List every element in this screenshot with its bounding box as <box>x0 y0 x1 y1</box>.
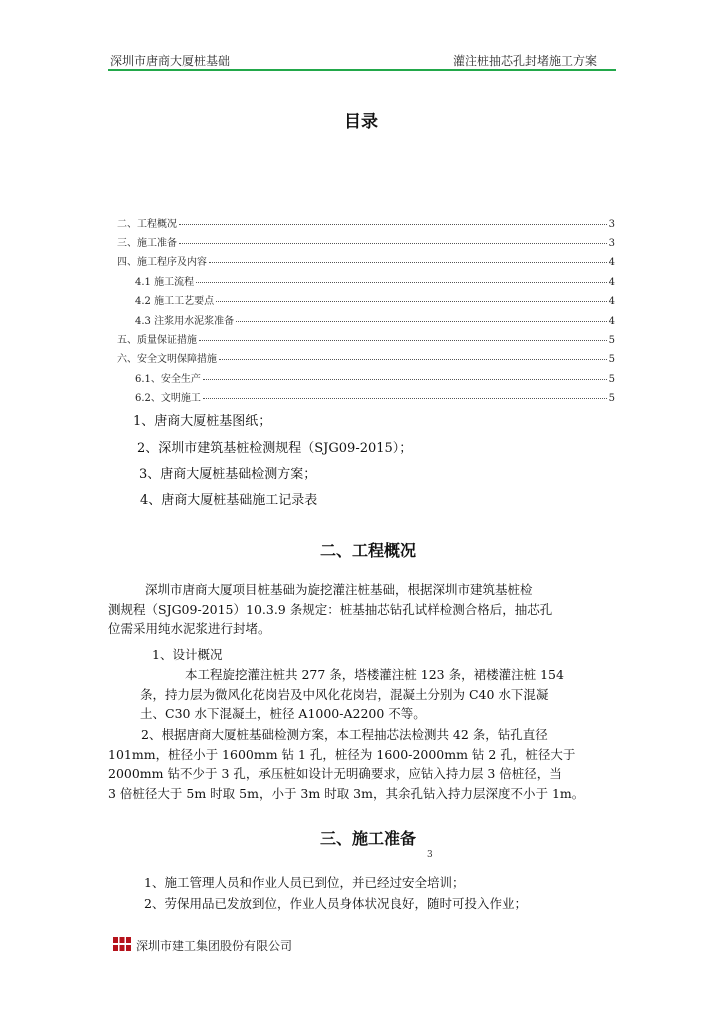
paragraph: 深圳市唐商大厦项目桩基础为旋挖灌注桩基础，根据深圳市建筑基桩检 测规程（SJG09-2015）10.3.9 条规定：桩基抽芯钻孔试样检测合格后，抽芯孔 位需采用纯水泥浆进行封堵。 <box>108 582 553 636</box>
reference-item: 1、唐商大厦桩基图纸； <box>133 414 272 429</box>
header-right-title: 灌注桩抽芯孔封堵施工方案 <box>453 54 598 68</box>
toc-item[interactable]: 五、质量保证措施 5 <box>117 335 615 346</box>
reference-item: 2、深圳市建筑基桩检测规程（SJG09-2015）； <box>137 441 413 456</box>
company-logo-icon <box>112 936 132 952</box>
toc-item[interactable]: 4.1 施工流程 4 <box>135 277 615 288</box>
section-title: 三、施工准备 <box>320 829 417 848</box>
toc-title: 目录 <box>344 112 378 132</box>
toc-item[interactable]: 六、安全文明保障措施 5 <box>117 354 615 365</box>
page-number: 3 <box>427 850 433 860</box>
paragraph: 2、根据唐商大厦桩基础检测方案，本工程抽芯法检测共 42 条，钻孔直径 101mm，桩径小于 1600mm 钻 1 孔，桩径为 1600-2000mm 钻 2 孔，桩径大于 2000mm 钻不少于 3 孔，承压桩如设计无明确要求，应钻入持力层 3 倍桩径，当 3 倍桩径大于 5m 时取 5m，小于 3m 时取 3m，其余孔钻入持力层深度不小于 1m。 <box>108 727 585 801</box>
toc-item[interactable]: 4.2 施工工艺要点 4 <box>135 296 615 307</box>
reference-item: 4、唐商大厦桩基础施工记录表 <box>140 493 318 508</box>
reference-item: 3、唐商大厦桩基础检测方案； <box>139 467 317 482</box>
list-item: 2、劳保用品已发放到位，作业人员身体状况良好，随时可投入作业； <box>144 896 527 911</box>
toc-item[interactable]: 四、施工程序及内容 4 <box>117 257 615 268</box>
header-left-title: 深圳市唐商大厦桩基础 <box>110 54 231 68</box>
toc-item[interactable]: 6.2、文明施工 5 <box>135 393 615 404</box>
toc-item[interactable]: 6.1、安全生产 5 <box>135 374 615 385</box>
paragraph: 本工程旋挖灌注桩共 277 条，塔楼灌注桩 123 条，裙楼灌注桩 154 条，持力层为微风化花岗岩及中风化花岗岩，混凝土分别为 C40 水下混凝 土、C30 水下混凝土，桩径 A1000-A2200 不等。 <box>140 667 564 721</box>
footer-company: 深圳市建工集团股份有限公司 <box>136 939 293 953</box>
toc-item[interactable]: 二、工程概况 3 <box>117 219 615 230</box>
subheading: 1、设计概况 <box>152 647 223 662</box>
header-divider <box>108 69 616 71</box>
toc-item[interactable]: 三、施工准备 3 <box>117 238 615 249</box>
section-title: 二、工程概况 <box>320 541 417 560</box>
list-item: 1、施工管理人员和作业人员已到位，并已经过安全培训； <box>144 875 465 890</box>
toc-item[interactable]: 4.3 注浆用水泥浆准备 4 <box>135 316 615 327</box>
